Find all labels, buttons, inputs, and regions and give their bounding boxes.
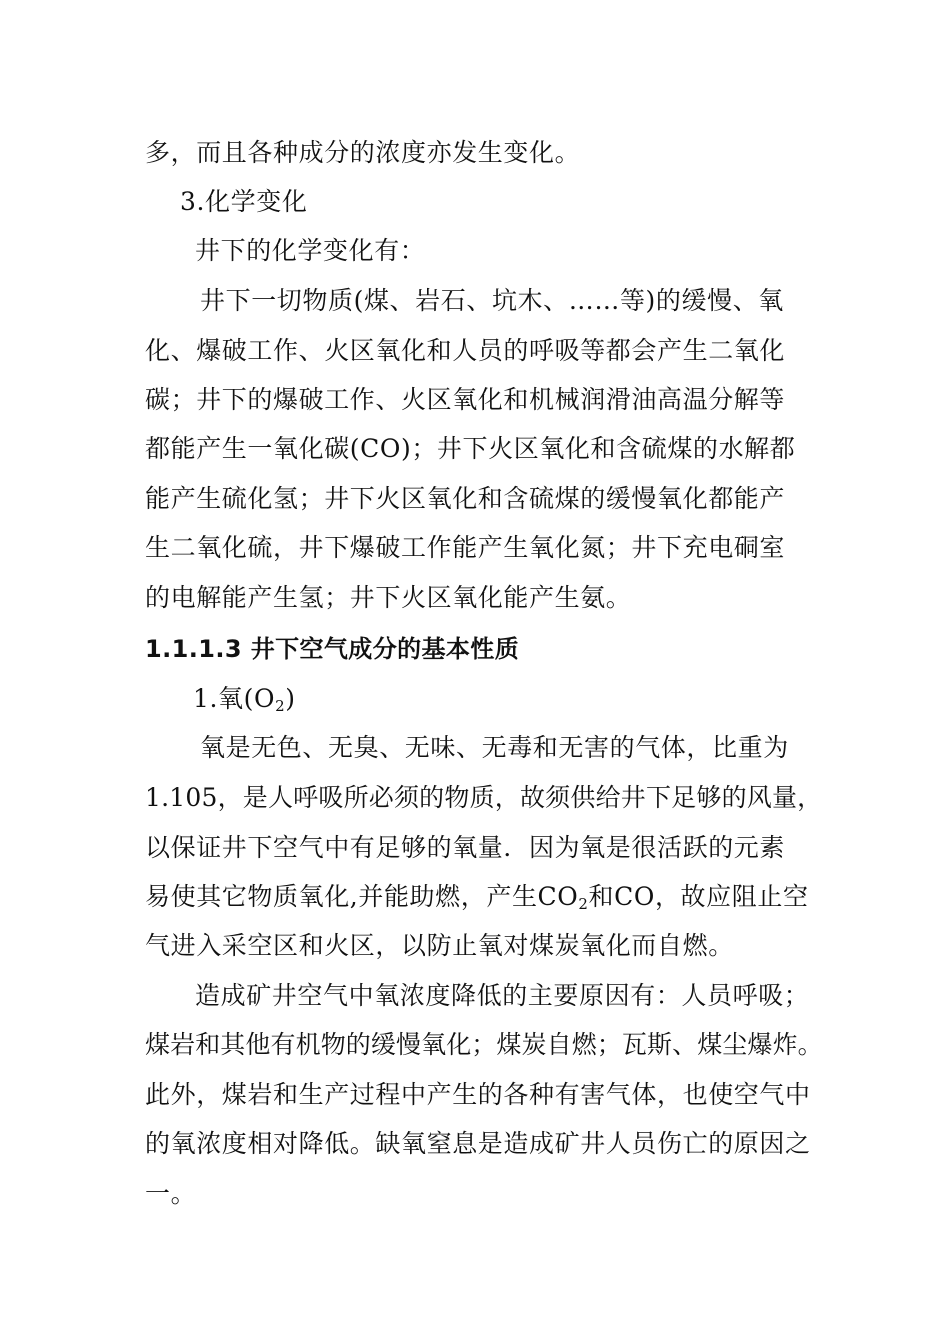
text-line: 井下的化学变化有： [195,236,426,265]
text-line: 以保证井下空气中有足够的氧量．因为氧是很活跃的元素 [145,833,786,862]
oxygen-item-subscript: 2 [275,697,286,715]
text-line: 的氧浓度相对降低。缺氧窒息是造成矿井人员伤亡的原因之 [145,1129,811,1158]
text-line: 能产生硫化氢；井下火区氧化和含硫煤的缓慢氧化都能产 [145,484,786,513]
text-line: 化、爆破工作、火区氧化和人员的呼吸等都会产生二氧化 [145,336,786,365]
text-line: 多，而且各种成分的浓度亦发生变化。 [145,138,581,167]
text-line: 生二氧化硫，井下爆破工作能产生氧化氮；井下充电硐室 [145,533,786,562]
text-line: 的电解能产生氢；井下火区氧化能产生氨。 [145,583,632,612]
text-segment: 易使其它物质氧化,并能助燃，产生CO [145,882,579,911]
text-line: 1.105，是人呼吸所必须的物质，故须供给井下足够的风量， [145,783,823,812]
item-heading: 3.化学变化 [180,187,308,216]
text-line [145,882,809,912]
text-line: 都能产生一氧化碳(CO)；井下火区氧化和含硫煤的水解都 [145,434,796,463]
text-line: 氧是无色、无臭、无味、无毒和无害的气体，比重为 [200,733,789,762]
text-line: 井下一切物质(煤、岩石、坑木、……等)的缓慢、氧 [200,286,784,315]
oxygen-item-suffix: ) [285,684,296,713]
oxygen-item-prefix: 1.氧(O [193,684,276,713]
text-line: 此外，煤岩和生产过程中产生的各种有害气体，也使空气中 [145,1080,811,1109]
text-line: 一。 [145,1179,197,1208]
text-line: 气进入采空区和火区，以防止氧对煤炭氧化而自燃。 [145,931,734,960]
section-heading: 1.1.1.3 井下空气成分的基本性质 [145,635,520,663]
oxygen-item-heading [193,684,296,714]
text-segment: 和CO，故应阻止空 [588,882,809,911]
text-line: 煤岩和其他有机物的缓慢氧化；煤炭自燃；瓦斯、煤尘爆炸。 [145,1030,823,1059]
text-line: 碳；井下的爆破工作、火区氧化和机械润滑油高温分解等 [145,385,786,414]
co2-subscript: 2 [578,895,589,913]
text-line: 造成矿井空气中氧浓度降低的主要原因有：人员呼吸； [195,981,810,1010]
